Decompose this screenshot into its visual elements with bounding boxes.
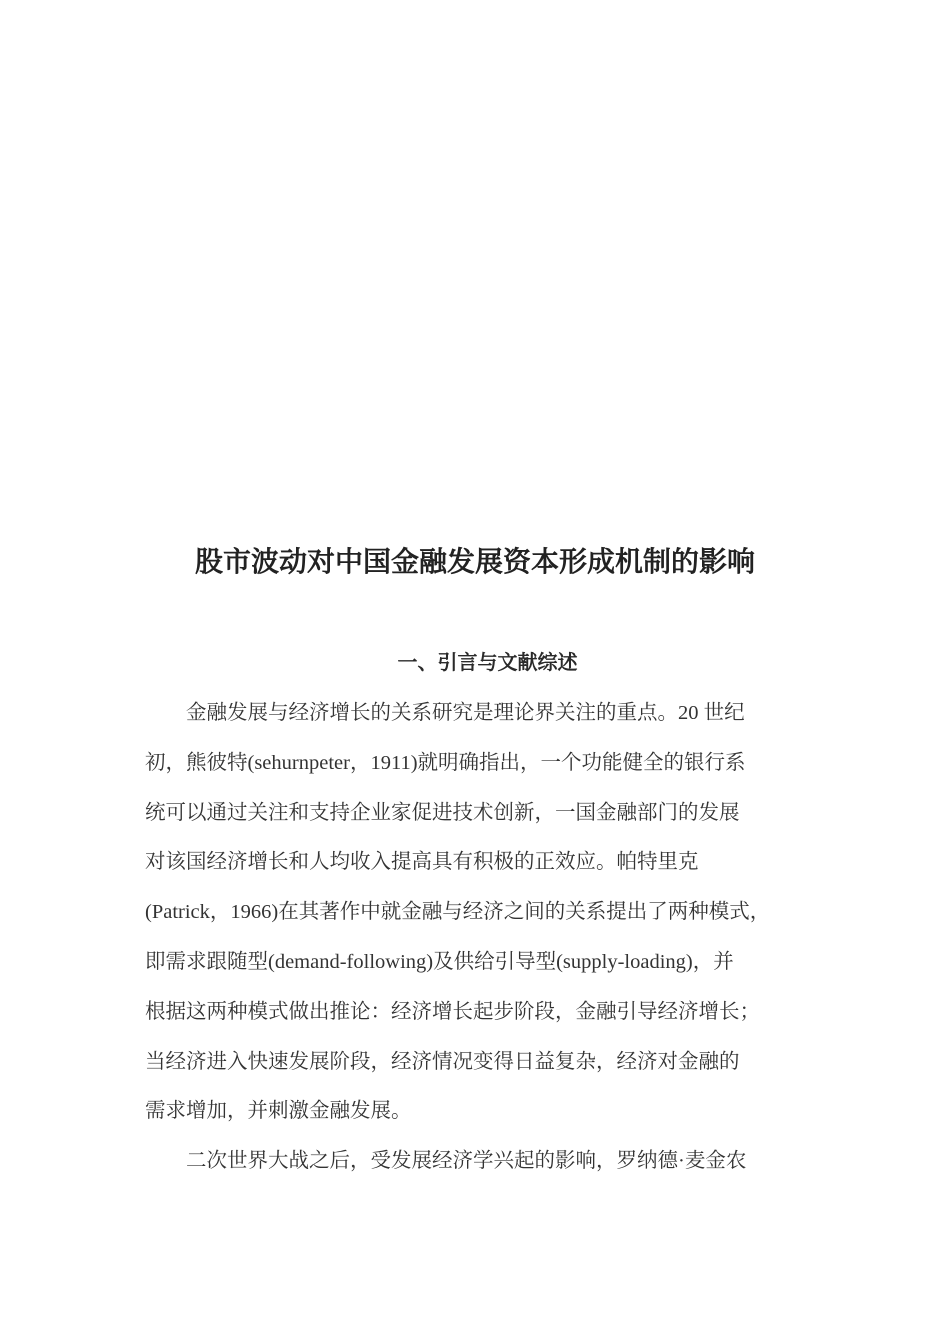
paragraph-line: 初，熊彼特(sehurnpeter，1911)就明确指出，一个功能健全的银行系 bbox=[145, 751, 746, 774]
paragraph-line: 金融发展与经济增长的关系研究是理论界关注的重点。20 世纪 bbox=[186, 702, 745, 724]
paragraph-2 bbox=[145, 1137, 815, 1187]
paragraph-line: (Patrick，1966)在其著作中就金融与经济之间的关系提出了两种模式， bbox=[145, 901, 771, 924]
paragraph-line: 当经济进入快速发展阶段，经济情况变得日益复杂，经济对金融的 bbox=[145, 1050, 740, 1073]
paragraph-line: 统可以通过关注和支持企业家促进技术创新，一国金融部门的发展 bbox=[145, 801, 740, 824]
paragraph-line: 需求增加，并刺激金融发展。 bbox=[145, 1100, 412, 1123]
paragraph-line: 即需求跟随型(demand-following)及供给引导型(supply-loading)，并 bbox=[145, 950, 734, 973]
paragraph-line: 对该国经济增长和人均收入提高具有积极的正效应。帕特里克 bbox=[145, 851, 699, 874]
body-text bbox=[145, 689, 815, 1187]
paragraph-1 bbox=[145, 689, 815, 1137]
section-heading: 一、引言与文献综述 bbox=[397, 650, 578, 674]
document-title: 股市波动对中国金融发展资本形成机制的影响 bbox=[194, 545, 755, 578]
paragraph-line: 二次世界大战之后，受发展经济学兴起的影响，罗纳德·麦金农 bbox=[186, 1150, 747, 1173]
paragraph-line: 根据这两种模式做出推论：经济增长起步阶段，金融引导经济增长； bbox=[145, 1000, 760, 1023]
